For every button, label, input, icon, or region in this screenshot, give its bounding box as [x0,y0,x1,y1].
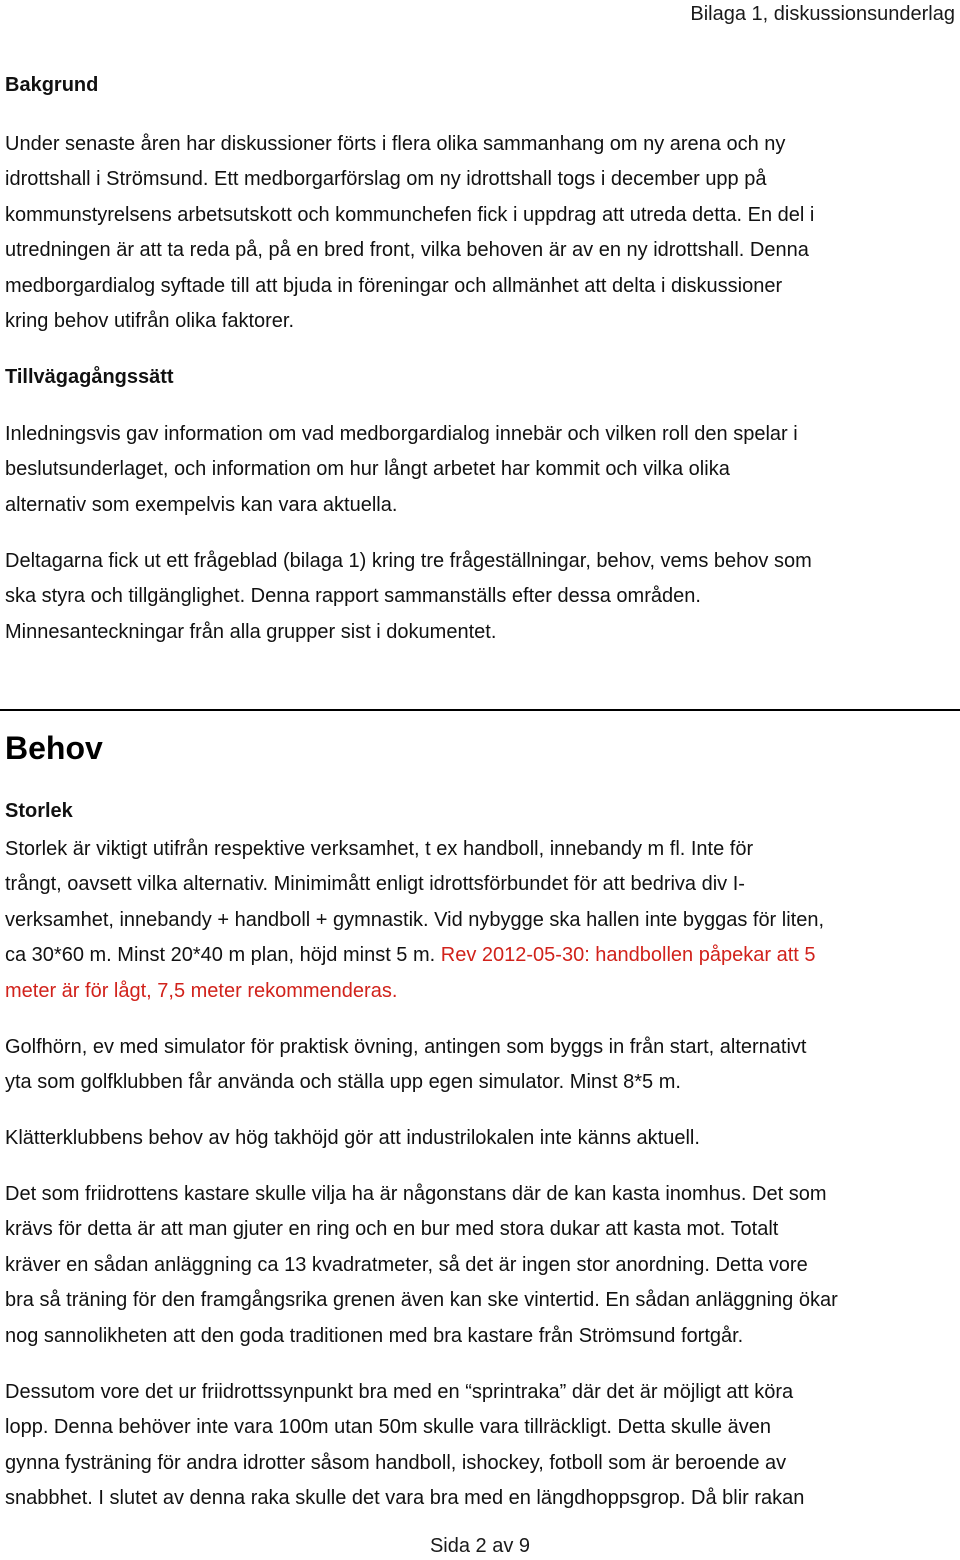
text-line: Under senaste åren har diskussioner förts i flera olika sammanhang om ny arena och ny [5,133,786,155]
text-line: Golfhörn, ev med simulator för praktisk övning, antingen som byggs in från start, alternativt [5,1036,807,1058]
text-line: medborgardialog syftade till att bjuda in föreningar och allmänhet att delta i diskussioner [5,274,783,297]
paragraph-golf [5,1030,960,1101]
text-line: snabbhet. I slutet av denna raka skulle det vara bra med en längdhoppsgrop. Då blir rakan [5,1487,805,1510]
text-line: nog sannolikheten att den goda traditionen med bra kastare från Strömsund fortgår. [5,1324,744,1347]
heading-bakgrund: Bakgrund [5,74,99,96]
paragraph-sprint [5,1375,960,1517]
text-line: ska styra och tillgänglighet. Denna rapport sammanställs efter dessa områden. [5,585,701,608]
text-line: Det som friidrottens kastare skulle vilja ha är någonstans där de kan kasta inomhus. Det som [5,1183,827,1205]
section-divider [0,709,960,711]
heading-behov: Behov [5,730,103,766]
text-line: kommunstyrelsens arbetsutskott och kommunchefen fick i uppdrag att utreda detta. En del i [5,203,815,226]
text-line: Minnesanteckningar från alla grupper sist i dokumentet. [5,620,497,643]
heading-storlek: Storlek [5,800,73,822]
page-footer: Sida 2 av 9 [429,1535,531,1557]
revision-note: Rev 2012-05-30: handbollen påpekar att 5 [440,944,816,967]
text-line [5,938,960,973]
heading-tillvagagangssatt: Tillvägagångssätt [5,366,174,388]
text-line: kräver en sådan anläggning ca 13 kvadratmeter, så det är ingen stor anordning. Detta vore [5,1253,808,1276]
text-line: beslutsunderlaget, och information om hur långt arbetet har kommit och vilka olika [5,458,730,481]
paragraph-deltagarna [5,544,960,650]
paragraph-inledning [5,417,960,523]
text-line: verksamhet, innebandy + handboll + gymnastik. Vid nybygge ska hallen inte byggas för liten, [5,908,825,931]
text-line: idrottshall i Strömsund. Ett medborgarförslag om ny idrottshall togs i december upp på [5,168,767,191]
text-line: lopp. Denna behöver inte vara 100m utan 50m skulle vara tillräckligt. Detta skulle även [5,1416,771,1439]
text-line: gynna fysträning för andra idrotter såsom handboll, ishockey, fotboll som är beroende av [5,1451,787,1474]
paragraph-bakgrund [5,127,960,339]
paragraph-storlek [5,832,960,1009]
paragraph-friidrott [5,1177,960,1354]
text-segment: ca 30*60 m. Minst 20*40 m plan, höjd minst 5 m. [5,944,441,967]
page-header: Bilaga 1, diskussionsunderlag [690,3,955,25]
text-line: Inledningsvis gav information om vad medborgardialog innebär och vilken roll den spelar i [5,423,798,445]
text-line: kring behov utifrån olika faktorer. [5,310,295,333]
text-line: Storlek är viktigt utifrån respektive verksamhet, t ex handboll, innebandy m fl. Inte för [5,838,754,860]
revision-note-line: meter är för lågt, 7,5 meter rekommenderas. [5,979,398,1002]
text-line: bra så träning för den framgångsrika grenen även kan ske vintertid. En sådan anläggning ökar [5,1289,838,1312]
text-line: yta som golfklubben får använda och ställa upp egen simulator. Minst 8*5 m. [5,1071,681,1094]
text-line: Klätterklubbens behov av hög takhöjd gör att industrilokalen inte känns aktuell. [5,1127,700,1149]
text-line: Deltagarna fick ut ett frågeblad (bilaga 1) kring tre frågeställningar, behov, vems behov som [5,550,812,572]
text-line: trångt, oavsett vilka alternativ. Minimimått enligt idrottsförbundet för att bedriva div I- [5,873,745,896]
text-line: utredningen är att ta reda på, på en bred front, vilka behoven är av en ny idrottshall. Denna [5,239,809,262]
text-line: krävs för detta är att man gjuter en ring och en bur med stora dukar att kasta mot. Totalt [5,1218,779,1241]
text-line: alternativ som exempelvis kan vara aktuella. [5,493,398,516]
paragraph-klatter [5,1121,960,1156]
text-line: Dessutom vore det ur friidrottssynpunkt bra med en “sprintraka” där det är möjligt att köra [5,1381,794,1403]
